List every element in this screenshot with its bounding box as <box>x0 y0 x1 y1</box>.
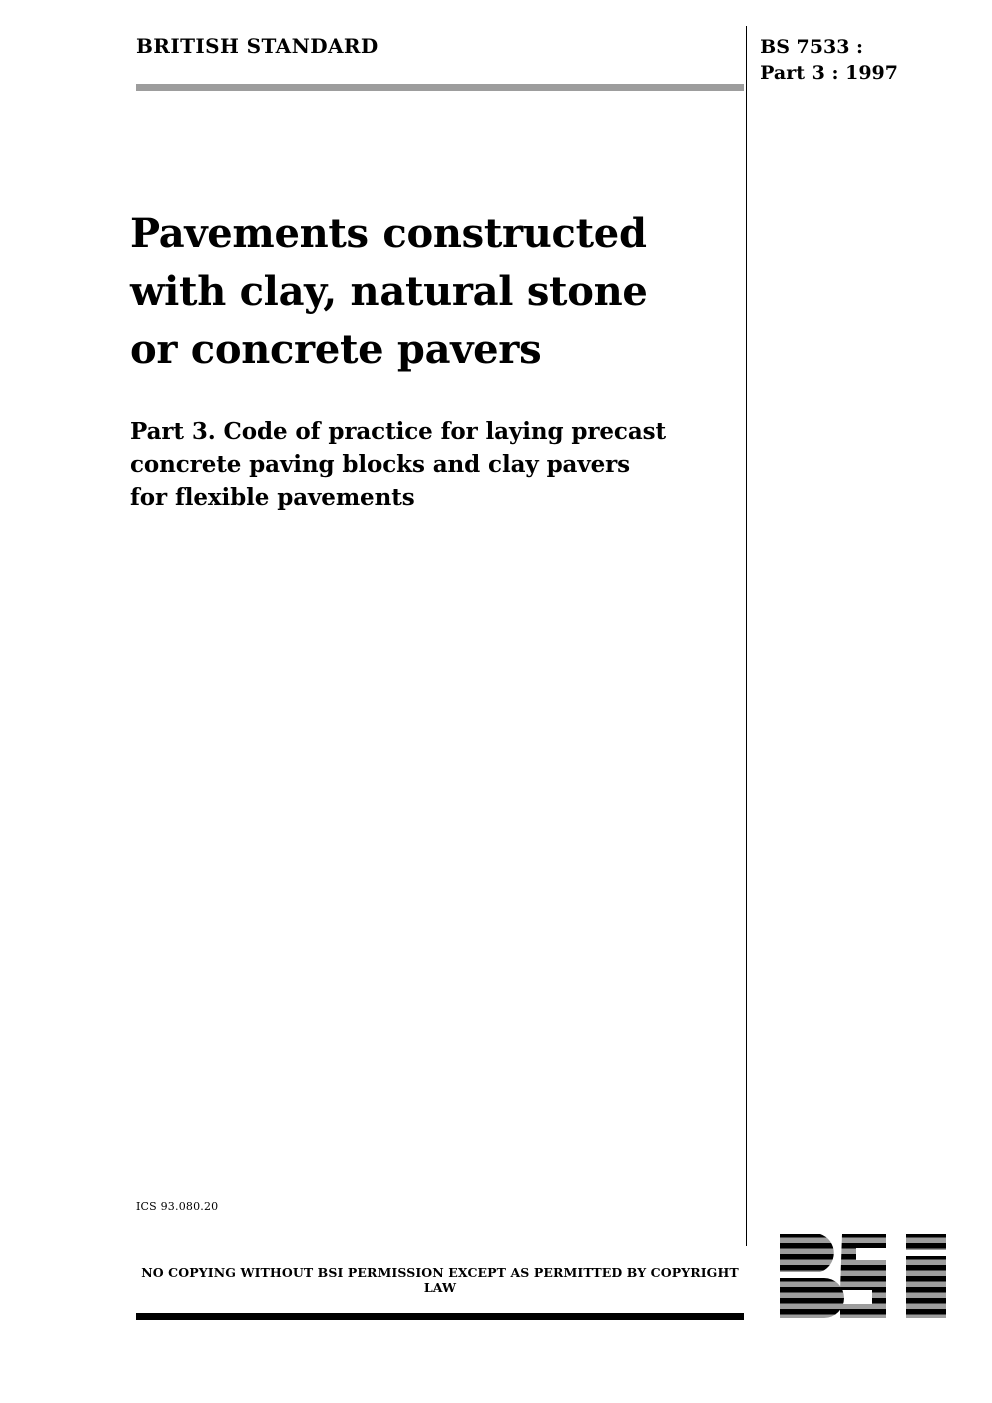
page-subtitle-line-2: concrete paving blocks and clay pavers <box>130 451 631 478</box>
vertical-divider-rule <box>746 26 747 1246</box>
page-title-line-3: or concrete pavers <box>130 326 542 373</box>
footer-black-rule <box>136 1313 744 1320</box>
page-title <box>130 205 730 379</box>
ics-code: ICS 93.080.20 <box>136 1200 219 1213</box>
standard-reference-part: Part 3 : 1997 <box>760 62 898 84</box>
page-subtitle <box>130 415 745 514</box>
copyright-notice: NO COPYING WITHOUT BSI PERMISSION EXCEPT AS PERMITTED BY COPYRIGHT LAW <box>141 1265 739 1295</box>
page-title-line-1: Pavements constructed <box>130 210 647 257</box>
standard-reference-number: BS 7533 : <box>760 36 864 58</box>
british-standard-label: BRITISH STANDARD <box>136 34 379 58</box>
page-subtitle-line-1: Part 3. Code of practice for laying precast <box>130 418 666 445</box>
header-grey-rule <box>136 84 744 91</box>
page-subtitle-line-3: for flexible pavements <box>130 484 415 511</box>
bsi-logo <box>778 1232 948 1320</box>
page-title-line-2: with clay, natural stone <box>130 268 648 315</box>
standard-reference <box>760 34 898 86</box>
